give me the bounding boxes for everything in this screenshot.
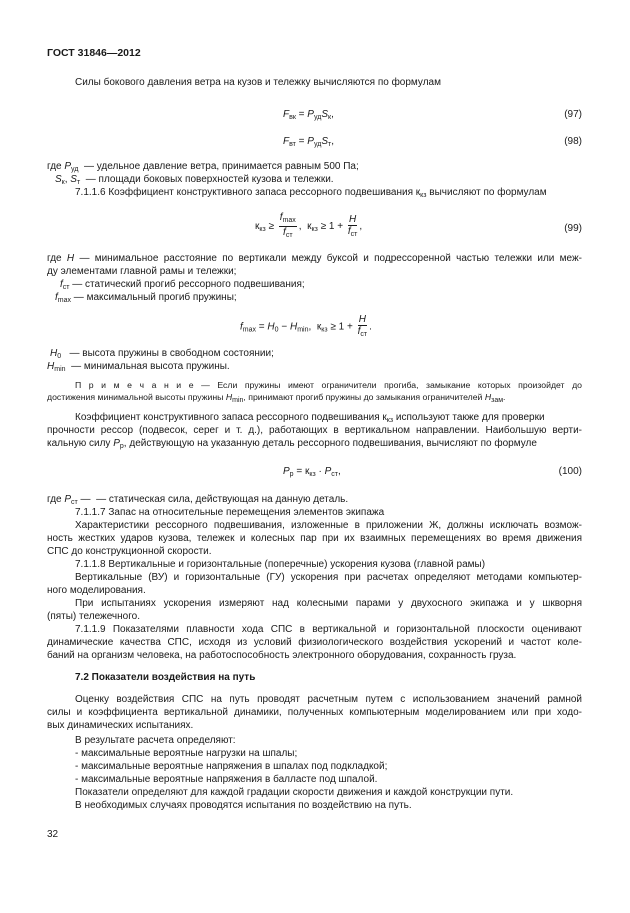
char-line-2: ность жестких ударов кузова, тележек и колесных пар при их взаимных перемещениях во время движения	[47, 533, 582, 544]
accel-line-1: Вертикальные (ВУ) и горизонтальные (ГУ) ускорения при расчетах определяют методами компьютер-	[75, 572, 582, 583]
clause-7-1-1-9-line-3: баний на организм человека, на работоспособность электронного оборудования, сохранность груза.	[47, 650, 517, 661]
equation-number-98: (98)	[564, 136, 582, 147]
definition-h0-text: — высота пружины в свободном состоянии;	[69, 348, 274, 359]
char-line-3: СПС до конструкционной скорости.	[47, 546, 212, 557]
definition-h: где H — минимальное расстояние по вертикали между буксой и подрессоренной частью тележки или меж-	[47, 253, 583, 264]
note-line-1: П р и м е ч а н и е — Если пружины имеют ограничители прогиба, замыкание которых произойдет до	[75, 380, 582, 390]
clause-7-1-1-6-text: 7.1.1.6 Коэффициент конструктивного запаса рессорного подвешивания	[75, 187, 413, 198]
note-line-2-a: достижения минимальной высоты пружины	[47, 392, 224, 402]
clause-7-1-1-7: 7.1.1.7 Запас на относительные перемещения элементов экипажа	[75, 507, 385, 518]
clause-7-1-1-6-end: вычисляют по формулам	[429, 187, 547, 198]
result-intro: В результате расчета определяют:	[75, 735, 236, 746]
formula-98: $F_{вт} = P_{уд}S_т$,	[283, 136, 334, 148]
test-line-1: При испытаниях ускорения измеряют над колесными парами у двухосного экипажа и у шкворня	[75, 598, 582, 609]
note-line-2-b: , принимают прогиб пружины до замыкания ограничителей	[243, 392, 483, 402]
equation-number-99: (99)	[564, 223, 582, 234]
char-line-1: Характеристики рессорного подвешивания, изложенные в приложении Ж, должны исключать возмож-	[75, 520, 582, 531]
definition-pst-text: — статическая сила, действующая на данную деталь.	[96, 494, 349, 505]
clause-7-1-1-9-line-2: динамические качества СПС, исходя из условий физиологического воздействия ускорений и частот коле-	[47, 637, 582, 648]
clause-7-1-1-8: 7.1.1.8 Вертикальные и горизонтальные (поперечные) ускорения кузова (главной рамы)	[75, 559, 486, 570]
result-item-2: - максимальные вероятные напряжения в шпалах под подкладкой;	[75, 761, 388, 772]
formula-97: $F_{вк} = P_{уд}S_к$,	[283, 109, 334, 121]
definition-fmax: $f_{max}$ — максимальный прогиб пружины;	[55, 292, 237, 304]
note-line-2: достижения минимальной высоты пружины $H_{min}$, принимают прогиб пружины до замыкания ограничителей $H_{зам}$.	[47, 392, 506, 404]
equation-number-97: (97)	[564, 109, 582, 120]
impact-line-1: Оценку воздействия СПС на путь проводят расчетным путем с использованием значений рамной	[75, 694, 582, 705]
coef-line-2: прочности рессор (подвесок, серег и т. д.), работающих в вертикальном направлении. Наибольшую верти-	[47, 425, 582, 436]
document-header: ГОСТ 31846—2012	[47, 47, 141, 59]
definition-hmin: $H_{min}$ — минимальная высота пружины.	[47, 361, 230, 373]
page-number: 32	[47, 829, 59, 840]
impact-line-3: вых динамических испытаниях.	[47, 720, 194, 731]
coef-line-1-b: используют также для проверки	[395, 412, 545, 423]
clause-7-1-1-9: 7.1.1.9 Показателями плавности хода СПС в вертикальной и горизонтальной плоскости оценивают	[75, 624, 582, 635]
equation-number-100: (100)	[558, 466, 582, 477]
coef-line-1: Коэффициент конструктивного запаса рессорного подвешивания $к_{кз}$ используют также для проверки	[75, 412, 545, 424]
where-label: где	[47, 253, 62, 264]
result-note-2: В необходимых случаях проводятся испытания по воздействию на путь.	[75, 800, 412, 811]
definition-h0: $H_0$ — высота пружины в свободном состоянии;	[50, 348, 274, 360]
definition-s: $S_к$, $S_т$ — площади боковых поверхностей кузова и тележки.	[55, 174, 334, 186]
result-item-1: - максимальные вероятные нагрузки на шпалы;	[75, 748, 298, 759]
test-line-2: (пяты) тележечного.	[47, 611, 140, 622]
definition-pst: где $P_{ст}$ — — статическая сила, действующая на данную деталь.	[47, 494, 349, 506]
accel-line-2: ного моделирования.	[47, 585, 146, 596]
coef-line-3-a: кальную силу	[47, 438, 111, 449]
definition-p: где $P_{уд}$ — удельное давление ветра, принимается равным 500 Па;	[47, 161, 359, 173]
definition-s-text: — площади боковых поверхностей кузова и тележки.	[85, 174, 334, 185]
definition-hmin-text: — минимальная высота пружины.	[71, 361, 230, 372]
definition-fst-text: — статический прогиб рессорного подвешивания;	[72, 279, 305, 290]
coef-line-3: кальную силу $P_р$, действующую на указанную деталь рессорного подвешивания, вычисляют по формуле	[47, 438, 537, 450]
definition-fmax-text: — максимальный прогиб пружины;	[73, 292, 237, 303]
clause-7-1-1-6: 7.1.1.6 Коэффициент конструктивного запаса рессорного подвешивания $к_{кз}$ вычисляют по формулам	[75, 187, 547, 199]
coef-line-3-b: , действующую на указанную деталь рессорного подвешивания, вычисляют по формуле	[123, 438, 537, 449]
definition-p-text: — удельное давление ветра, принимается равным 500 Па;	[83, 161, 359, 172]
definition-h-text: — минимальное расстояние по вертикали между буксой и подрессоренной частью тележки или меж-	[79, 253, 583, 264]
result-item-3: - максимальные вероятные напряжения в балласте под шпалой.	[75, 774, 378, 785]
section-heading-7-2: 7.2 Показатели воздействия на путь	[75, 672, 256, 683]
formula-99: $к_{кз}$ ≥ $\frac{f_{max}}{f_{ст}}$ , $к_{кз} \ge 1$ + $\frac{H}{f_{ст}}$ ,	[255, 212, 363, 239]
definition-fst: $f_{ст}$ — статический прогиб рессорного подвешивания;	[60, 279, 305, 291]
result-note-1: Показатели определяют для каждой градации скорости движения и каждой конструкции пути.	[75, 787, 514, 798]
intro-paragraph: Силы бокового давления ветра на кузов и тележку вычисляются по формулам	[75, 77, 441, 88]
coef-line-1-a: Коэффициент конструктивного запаса рессорного подвешивания	[75, 412, 380, 423]
formula-100: $P_р = к_{кз} \cdot P_{ст}$,	[283, 466, 341, 478]
formula-fmax: $f_{max} = H_0 - H_{min}$, $к_{кз} \ge 1$ + $\frac{H}{f_{ст}}$ .	[240, 314, 372, 338]
definition-h-cont: ду элементами главной рамы и тележки;	[47, 266, 237, 277]
impact-line-2: силы и коэффициента вертикальной динамики, полученных компьютерным моделированием или при ходо-	[47, 707, 582, 718]
